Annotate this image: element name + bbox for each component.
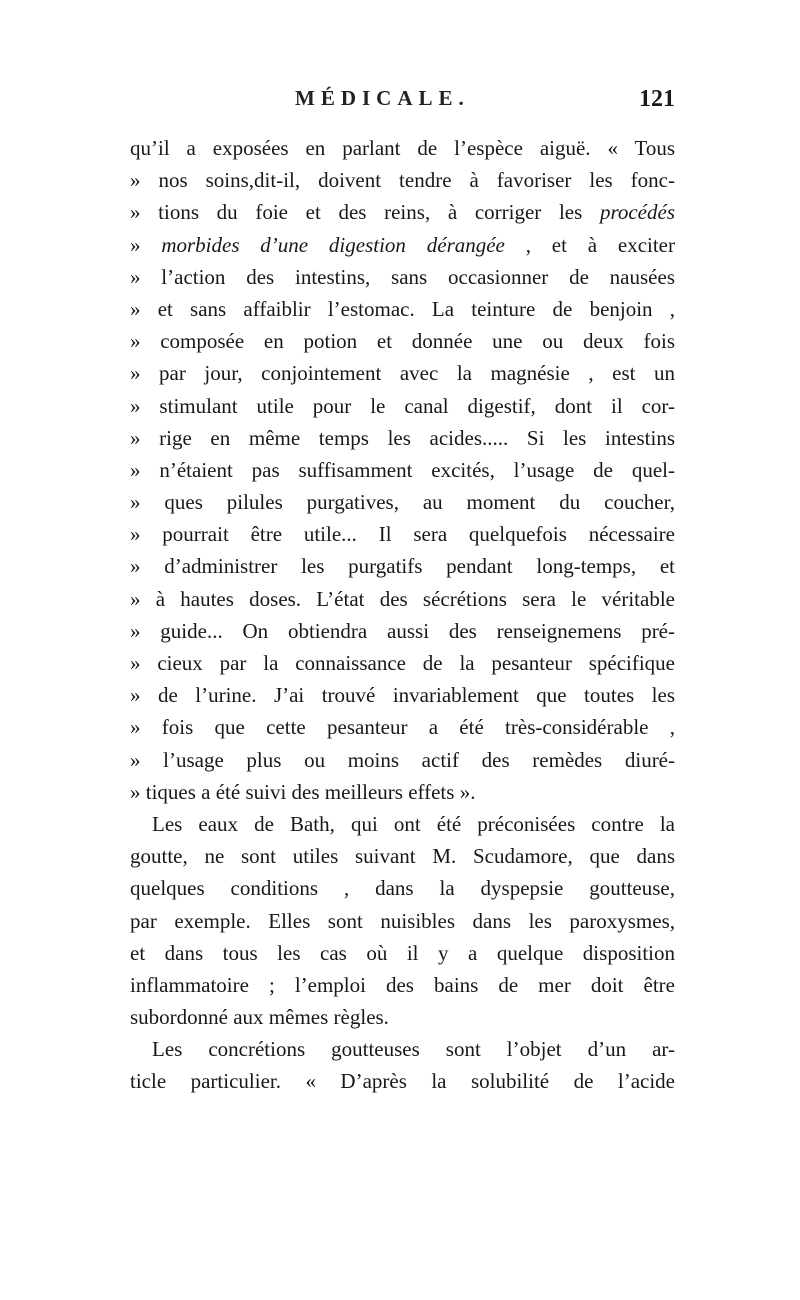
text-span: » guide... On obtiendra aussi des renseignemens pré- <box>130 618 675 643</box>
text-line <box>130 486 675 518</box>
text-line <box>130 937 675 969</box>
text-span: » cieux par la connaissance de la pesanteur spécifique <box>130 651 675 675</box>
text-span: subordonné aux mêmes règles. <box>130 1005 389 1030</box>
text-line <box>130 615 675 647</box>
text-span: qu’il a exposées en parlant de l’espèce aiguë. « Tous <box>130 136 675 160</box>
text-span: » pourrait être utile... Il sera quelquefois nécessaire <box>130 522 675 547</box>
text-span: quelques conditions , dans la dyspepsie goutteuse, <box>130 876 675 901</box>
text-span: » et sans affaiblir l’estomac. La teinture de benjoin , <box>130 296 675 321</box>
text-span: » composée en potion et donnée une ou deux fois <box>130 329 675 354</box>
paragraph-2 <box>130 808 675 1033</box>
text-line <box>130 872 675 904</box>
text-line <box>130 647 675 679</box>
text-line <box>130 1001 675 1033</box>
text-span: » d’administrer les purgatifs pendant long-temps, et <box>130 554 675 579</box>
text-line <box>130 776 675 808</box>
text-span: » tiques a été suivi des meilleurs effets ». <box>130 779 476 804</box>
text-line <box>130 261 675 293</box>
text-line <box>130 840 675 872</box>
italic-span: morbides d’une digestion dérangée <box>161 232 505 257</box>
paragraph-1 <box>130 132 675 808</box>
text-line <box>130 969 675 1001</box>
text-span: » l’action des intestins, sans occasionner de nausées <box>130 264 675 289</box>
text-span: » rige en même temps les acides..... Si les intestins <box>130 425 675 450</box>
text-line <box>130 744 675 776</box>
text-line <box>130 422 675 454</box>
body-text <box>130 132 675 1098</box>
text-span: Les eaux de Bath, qui ont été préconisées contre la <box>152 811 675 836</box>
text-line <box>130 583 675 615</box>
text-span: » stimulant utile pour le canal digestif, dont il cor- <box>130 393 675 418</box>
text-line <box>130 1033 675 1065</box>
text-span: » de l’urine. J’ai trouvé invariablement que toutes les <box>130 683 675 708</box>
text-span: » tions du foie et des reins, à corriger les <box>130 200 600 225</box>
text-line <box>130 229 675 261</box>
paragraph-3 <box>130 1033 675 1097</box>
text-span: » n’étaient pas suffisamment excités, l’usage de quel- <box>130 457 675 482</box>
text-span: » à hautes doses. L’état des sécrétions sera le véritable <box>130 586 675 611</box>
text-line <box>130 357 675 389</box>
running-head <box>130 86 675 120</box>
text-line <box>130 518 675 550</box>
text-line <box>130 808 675 840</box>
text-span: » nos soins,dit-il, doivent tendre à favoriser les fonc- <box>130 168 675 193</box>
text-line <box>130 390 675 422</box>
text-span: , et à exciter <box>504 232 675 257</box>
text-line <box>130 711 675 743</box>
text-span: » l’usage plus ou moins actif des remèdes diuré- <box>130 747 675 772</box>
running-head-title: MÉDICALE. <box>295 86 470 110</box>
text-line <box>130 196 675 228</box>
text-span: » fois que cette pesanteur a été très-considérable , <box>130 715 675 740</box>
text-line <box>130 1065 675 1097</box>
text-span: » ques pilules purgatives, au moment du coucher, <box>130 490 675 515</box>
text-span: inflammatoire ; l’emploi des bains de mer doit être <box>130 972 675 997</box>
text-line <box>130 679 675 711</box>
text-span: Les concrétions goutteuses sont l’objet d’un ar- <box>152 1037 675 1062</box>
text-span: » par jour, conjointement avec la magnésie , est un <box>130 361 675 386</box>
italic-span: procédés <box>599 200 675 225</box>
text-span: et dans tous les cas où il y a quelque disposition <box>130 940 675 965</box>
text-line <box>130 164 675 196</box>
page-number: 121 <box>639 86 675 112</box>
text-line <box>130 325 675 357</box>
text-span: goutte, ne sont utiles suivant M. Scudamore, que dans <box>130 844 675 869</box>
text-line <box>130 905 675 937</box>
text-line <box>130 132 675 164</box>
text-span: ticle particulier. « D’après la solubilité de l’acide <box>130 1069 675 1094</box>
text-span: par exemple. Elles sont nuisibles dans les paroxysmes, <box>130 908 675 933</box>
text-span: » <box>130 232 162 257</box>
text-line <box>130 293 675 325</box>
text-line <box>130 454 675 486</box>
text-line <box>130 550 675 582</box>
